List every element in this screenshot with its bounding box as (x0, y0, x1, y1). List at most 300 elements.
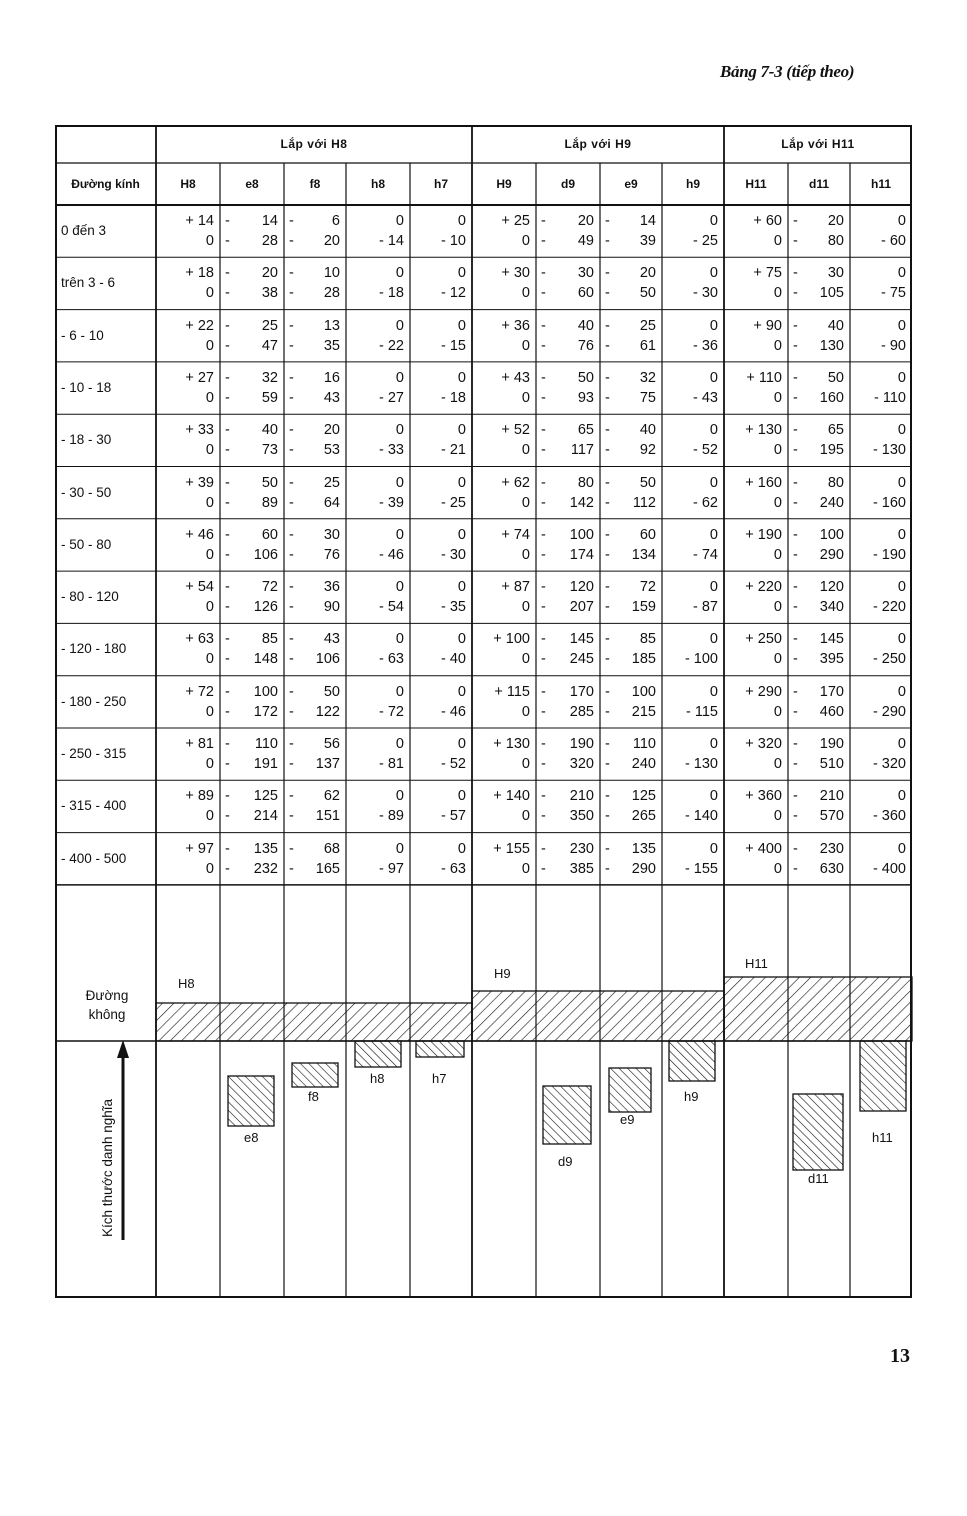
upper-deviation: - 80 (793, 474, 844, 491)
lower-deviation: - 49 (541, 233, 594, 249)
lower-deviation: - 61 (605, 337, 656, 354)
size-range-label: - 400 - 500 (61, 850, 127, 866)
upper-deviation: - 65 (793, 422, 844, 439)
deviation-cell (410, 839, 472, 879)
upper-deviation: - 100 (225, 683, 278, 700)
upper-deviation: + 60 (753, 213, 782, 229)
lower-deviation: - 130 (793, 337, 844, 354)
lower-deviation: 0 (521, 651, 530, 668)
deviation-cell (156, 316, 220, 356)
lower-deviation: 0 (205, 285, 214, 302)
upper-deviation: 0 (897, 683, 906, 700)
deviation-cell (472, 786, 536, 826)
lower-deviation: - 130 (684, 756, 718, 772)
deviation-cell (788, 525, 850, 565)
upper-deviation: + 39 (185, 474, 214, 491)
upper-deviation: - 190 (541, 736, 594, 752)
deviation-cell (472, 734, 536, 774)
upper-deviation: + 14 (185, 213, 214, 229)
upper-deviation: + 130 (745, 422, 782, 439)
upper-deviation: + 190 (745, 526, 782, 543)
lower-deviation: - 510 (793, 756, 844, 772)
deviation-cell (536, 473, 600, 513)
zone-label: H9 (494, 966, 511, 981)
lower-deviation: - 90 (289, 599, 340, 616)
lower-deviation: 0 (773, 337, 782, 354)
upper-deviation: - 170 (793, 683, 844, 700)
column-header: e9 (624, 177, 638, 191)
upper-deviation: - 40 (225, 422, 278, 439)
upper-deviation: 0 (395, 840, 404, 857)
deviation-cell (156, 525, 220, 565)
upper-deviation: 0 (709, 213, 718, 229)
deviation-cell (284, 682, 346, 722)
lower-deviation: - 39 (379, 494, 404, 511)
lower-deviation: - 174 (541, 546, 594, 563)
lower-deviation: - 165 (289, 860, 340, 877)
deviation-cell (156, 734, 220, 774)
lower-deviation: - 340 (793, 599, 844, 616)
deviation-cell (220, 316, 284, 356)
upper-deviation: 0 (709, 736, 718, 752)
lower-deviation: - 90 (881, 337, 906, 354)
upper-deviation: + 81 (185, 736, 214, 752)
upper-deviation: 0 (457, 736, 466, 752)
deviation-cell (346, 734, 410, 774)
lower-deviation: - 106 (289, 651, 340, 668)
lower-deviation: - 87 (693, 599, 718, 616)
deviation-cell (346, 839, 410, 879)
upper-deviation: 0 (457, 369, 466, 386)
deviation-cell (284, 316, 346, 356)
lower-deviation: - 40 (441, 651, 466, 668)
deviation-cell (410, 420, 472, 460)
upper-deviation: - 62 (289, 788, 340, 805)
lower-deviation: 0 (521, 756, 530, 772)
lower-deviation: - 245 (541, 651, 594, 668)
lower-deviation: 0 (521, 494, 530, 511)
lower-deviation: 0 (205, 233, 214, 249)
deviation-cell (662, 420, 724, 460)
upper-deviation: - 125 (605, 788, 656, 805)
size-range-label: - 250 - 315 (61, 746, 127, 762)
upper-deviation: + 46 (185, 526, 214, 543)
size-range-label: - 10 - 18 (61, 379, 112, 395)
deviation-cell (600, 734, 662, 774)
lower-deviation: - 64 (289, 494, 340, 511)
upper-deviation: 0 (395, 422, 404, 439)
lower-deviation: - 47 (225, 337, 278, 354)
deviation-cell (850, 682, 912, 722)
upper-deviation: + 74 (501, 526, 530, 543)
deviation-cell (472, 316, 536, 356)
lower-deviation: - 33 (379, 442, 404, 459)
upper-deviation: - 56 (289, 736, 340, 752)
lower-deviation: 0 (773, 233, 782, 249)
upper-deviation: + 62 (501, 474, 530, 491)
table-caption: Bảng 7-3 (tiếp theo) (720, 62, 855, 81)
upper-deviation: - 230 (793, 840, 844, 857)
upper-deviation: 0 (897, 736, 906, 752)
deviation-cell (220, 525, 284, 565)
deviation-cell (156, 629, 220, 669)
upper-deviation: - 25 (225, 317, 278, 334)
upper-deviation: - 40 (541, 317, 594, 334)
lower-deviation: - 89 (379, 808, 404, 825)
lower-deviation: - 50 (605, 285, 656, 302)
deviation-cell (850, 734, 912, 774)
lower-deviation: - 137 (289, 756, 340, 772)
upper-deviation: + 52 (501, 422, 530, 439)
zone-label: h8 (370, 1071, 385, 1086)
upper-deviation: 0 (709, 526, 718, 543)
upper-deviation: - 50 (541, 369, 594, 386)
deviation-cell (284, 786, 346, 826)
deviation-cell (600, 682, 662, 722)
lower-deviation: - 265 (605, 808, 656, 825)
size-column-header: Đường kính (71, 177, 140, 191)
upper-deviation: - 68 (289, 840, 340, 857)
upper-deviation: 0 (457, 631, 466, 648)
deviation-cell (346, 577, 410, 617)
upper-deviation: 0 (709, 631, 718, 648)
deviation-cell (410, 263, 472, 303)
size-range-label: - 180 - 250 (61, 693, 127, 709)
deviation-cell (346, 420, 410, 460)
upper-deviation: + 320 (745, 736, 782, 752)
zone-label: H8 (178, 976, 195, 991)
zone-label: H11 (745, 956, 768, 971)
lower-deviation: - 76 (541, 337, 594, 354)
upper-deviation: - 50 (605, 474, 656, 491)
lower-deviation: - 220 (872, 599, 906, 616)
deviation-cell (850, 473, 912, 513)
deviation-cell (788, 734, 850, 774)
lower-deviation: 0 (773, 546, 782, 563)
upper-deviation: + 160 (745, 474, 782, 491)
deviation-cell (788, 316, 850, 356)
lower-deviation: - 21 (441, 442, 466, 459)
lower-deviation: - 106 (225, 546, 278, 563)
deviation-cell (536, 525, 600, 565)
deviation-cell (850, 368, 912, 408)
lower-deviation: - 20 (289, 233, 340, 249)
lower-deviation: - 60 (541, 285, 594, 302)
lower-deviation: 0 (205, 442, 214, 459)
upper-deviation: 0 (395, 317, 404, 334)
upper-deviation: + 43 (501, 369, 530, 386)
upper-deviation: 0 (709, 474, 718, 491)
upper-deviation: + 97 (185, 840, 214, 857)
lower-deviation: - 195 (793, 442, 844, 459)
deviation-cell (284, 263, 346, 303)
deviation-cell (536, 211, 600, 251)
deviation-cell (788, 211, 850, 251)
lower-deviation: - 97 (379, 860, 404, 877)
lower-deviation: - 117 (541, 442, 594, 459)
column-header: h11 (870, 177, 891, 191)
deviation-cell (662, 263, 724, 303)
upper-deviation: - 43 (289, 631, 340, 648)
deviation-cell (850, 629, 912, 669)
upper-deviation: 0 (457, 526, 466, 543)
lower-deviation: - 28 (289, 285, 340, 302)
deviation-cell (788, 263, 850, 303)
deviation-cell (536, 420, 600, 460)
deviation-cell (220, 734, 284, 774)
deviation-cell (472, 420, 536, 460)
upper-deviation: 0 (395, 526, 404, 543)
size-range-label: 0 đến 3 (61, 223, 107, 239)
lower-deviation: - 53 (289, 442, 340, 459)
upper-deviation: 0 (395, 579, 404, 596)
deviation-cell (410, 682, 472, 722)
zone-label: h9 (684, 1089, 699, 1104)
lower-deviation: - 460 (793, 703, 844, 720)
upper-deviation: 0 (897, 369, 906, 386)
upper-deviation: + 140 (493, 788, 530, 805)
lower-deviation: - 73 (225, 442, 278, 459)
deviation-cell (410, 734, 472, 774)
deviation-cell (284, 839, 346, 879)
upper-deviation: + 27 (185, 369, 214, 386)
lower-deviation: - 320 (872, 756, 906, 772)
deviation-cell (850, 839, 912, 879)
deviation-cell (410, 473, 472, 513)
lower-deviation: - 215 (605, 703, 656, 720)
lower-deviation: - 350 (541, 808, 594, 825)
page-number: 13 (890, 1345, 910, 1367)
lower-deviation: 0 (521, 546, 530, 563)
upper-deviation: + 18 (185, 265, 214, 282)
lower-deviation: - 52 (693, 442, 718, 459)
lower-deviation: - 35 (289, 337, 340, 354)
lower-deviation: 0 (205, 546, 214, 563)
upper-deviation: 0 (457, 683, 466, 700)
upper-deviation: 0 (395, 736, 404, 752)
deviation-cell (156, 682, 220, 722)
lower-deviation: - 290 (793, 546, 844, 563)
upper-deviation: 0 (897, 317, 906, 334)
deviation-cell (724, 734, 788, 774)
deviation-cell (536, 263, 600, 303)
upper-deviation: - 36 (289, 579, 340, 596)
upper-deviation: - 30 (289, 526, 340, 543)
deviation-cell (724, 682, 788, 722)
upper-deviation: 0 (897, 579, 906, 596)
upper-deviation: 0 (395, 631, 404, 648)
upper-deviation: + 290 (745, 683, 782, 700)
deviation-cell (788, 629, 850, 669)
upper-deviation: - 230 (541, 840, 594, 857)
upper-deviation: - 100 (793, 526, 844, 543)
lower-deviation: 0 (773, 285, 782, 302)
deviation-cell (346, 316, 410, 356)
deviation-cell (156, 368, 220, 408)
upper-deviation: 0 (897, 213, 906, 229)
column-header: f8 (309, 177, 321, 191)
deviation-cell (410, 786, 472, 826)
lower-deviation: 0 (205, 703, 214, 720)
lower-deviation: - 160 (793, 389, 844, 406)
deviation-cell (156, 420, 220, 460)
deviation-cell (536, 368, 600, 408)
deviation-cell (662, 629, 724, 669)
deviation-cell (850, 316, 912, 356)
lower-deviation: - 240 (605, 756, 656, 772)
lower-deviation: - 130 (872, 442, 906, 459)
deviation-cell (788, 682, 850, 722)
lower-deviation: - 30 (693, 285, 718, 302)
zero-line-label: Đường không (85, 988, 129, 1022)
zone-label: h11 (872, 1130, 893, 1145)
deviation-cell (600, 839, 662, 879)
size-range-label: - 120 - 180 (61, 641, 127, 657)
upper-deviation: - 14 (225, 213, 278, 229)
upper-deviation: 0 (457, 474, 466, 491)
upper-deviation: - 40 (605, 422, 656, 439)
deviation-cell (724, 525, 788, 565)
deviation-cell (600, 577, 662, 617)
deviation-cell (536, 629, 600, 669)
lower-deviation: - 35 (441, 599, 466, 616)
deviation-cell (850, 577, 912, 617)
deviation-cell (788, 786, 850, 826)
lower-deviation: - 60 (881, 233, 906, 249)
upper-deviation: - 100 (605, 683, 656, 700)
lower-deviation: - 191 (225, 756, 278, 772)
upper-deviation: 0 (457, 213, 466, 229)
upper-deviation: - 135 (605, 840, 656, 857)
lower-deviation: - 385 (541, 860, 594, 877)
lower-deviation: - 15 (441, 337, 466, 354)
lower-deviation: - 39 (605, 233, 656, 249)
deviation-cell (284, 629, 346, 669)
lower-deviation: - 74 (693, 546, 718, 563)
lower-deviation: - 126 (225, 599, 278, 616)
upper-deviation: + 54 (185, 579, 214, 596)
deviation-cell (410, 629, 472, 669)
lower-deviation: - 240 (793, 494, 844, 511)
upper-deviation: + 100 (493, 631, 530, 648)
upper-deviation: - 60 (225, 526, 278, 543)
upper-deviation: 0 (897, 265, 906, 282)
upper-deviation: 0 (897, 526, 906, 543)
upper-deviation: - 20 (605, 265, 656, 282)
deviation-cell (850, 525, 912, 565)
deviation-cell (346, 682, 410, 722)
upper-deviation: 0 (709, 840, 718, 857)
upper-deviation: - 145 (541, 631, 594, 648)
upper-deviation: - 25 (605, 317, 656, 334)
upper-deviation: + 22 (185, 317, 214, 334)
deviation-cell (724, 263, 788, 303)
lower-deviation: 0 (521, 599, 530, 616)
lower-deviation: - 112 (605, 494, 656, 511)
upper-deviation: 0 (709, 317, 718, 334)
lower-deviation: 0 (773, 860, 782, 877)
deviation-cell (220, 786, 284, 826)
upper-deviation: - 110 (225, 736, 278, 752)
lower-deviation: - 159 (605, 599, 656, 616)
upper-deviation: 0 (395, 683, 404, 700)
upper-deviation: - 6 (289, 213, 340, 229)
deviation-cell (346, 368, 410, 408)
column-header: h8 (370, 177, 385, 191)
upper-deviation: + 33 (185, 422, 214, 439)
deviation-cell (156, 577, 220, 617)
upper-deviation: 0 (897, 422, 906, 439)
deviation-cell (156, 211, 220, 251)
lower-deviation: - 172 (225, 703, 278, 720)
lower-deviation: 0 (205, 756, 214, 772)
upper-deviation: 0 (709, 265, 718, 282)
deviation-cell (472, 682, 536, 722)
lower-deviation: - 630 (793, 860, 844, 877)
upper-deviation: - 60 (605, 526, 656, 543)
upper-deviation: - 30 (793, 265, 844, 282)
deviation-cell (724, 368, 788, 408)
deviation-cell (850, 786, 912, 826)
lower-deviation: 0 (773, 494, 782, 511)
deviation-cell (156, 263, 220, 303)
deviation-cell (724, 473, 788, 513)
upper-deviation: + 75 (753, 265, 782, 282)
deviation-cell (410, 577, 472, 617)
lower-deviation: 0 (205, 337, 214, 354)
deviation-cell (662, 786, 724, 826)
deviation-cell (346, 629, 410, 669)
upper-deviation: - 50 (225, 474, 278, 491)
lower-deviation: 0 (773, 651, 782, 668)
deviation-cell (536, 839, 600, 879)
lower-deviation: - 54 (379, 599, 404, 616)
deviation-cell (536, 786, 600, 826)
upper-deviation: 0 (395, 474, 404, 491)
deviation-cell (284, 211, 346, 251)
lower-deviation: - 72 (379, 703, 404, 720)
deviation-cell (284, 473, 346, 513)
upper-deviation: - 135 (225, 840, 278, 857)
lower-deviation: - 570 (793, 808, 844, 825)
lower-deviation: 0 (521, 703, 530, 720)
lower-deviation: - 395 (793, 651, 844, 668)
deviation-cell (284, 368, 346, 408)
lower-deviation: - 400 (872, 860, 906, 877)
zone-label: d9 (558, 1154, 573, 1169)
deviation-cell (220, 211, 284, 251)
lower-deviation: 0 (773, 808, 782, 825)
lower-deviation: - 43 (289, 389, 340, 406)
zone-label: e9 (620, 1112, 635, 1127)
lower-deviation: 0 (773, 756, 782, 772)
lower-deviation: - 62 (693, 494, 718, 511)
deviation-cell (536, 316, 600, 356)
deviation-cell (410, 211, 472, 251)
deviation-cell (284, 577, 346, 617)
upper-deviation: 0 (395, 788, 404, 805)
upper-deviation: 0 (709, 683, 718, 700)
upper-deviation: - 30 (541, 265, 594, 282)
deviation-cell (600, 786, 662, 826)
deviation-cell (724, 211, 788, 251)
deviation-cell (536, 577, 600, 617)
deviation-cell (724, 420, 788, 460)
lower-deviation: - 207 (541, 599, 594, 616)
deviation-cell (220, 682, 284, 722)
lower-deviation: 0 (521, 233, 530, 249)
lower-deviation: 0 (773, 442, 782, 459)
